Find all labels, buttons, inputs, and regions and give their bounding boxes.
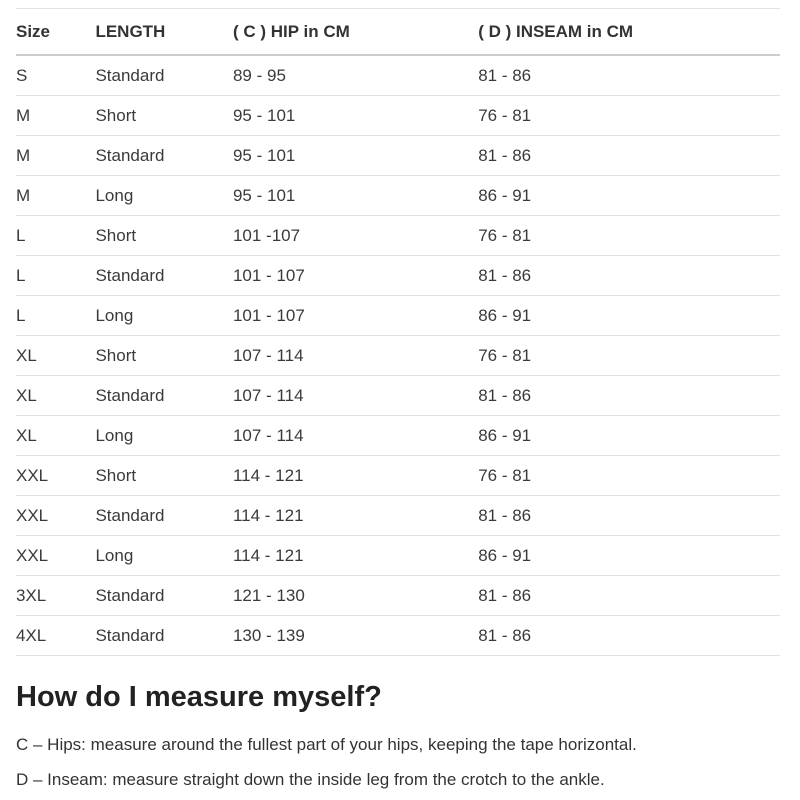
size-cell: L	[16, 256, 95, 296]
size-cell: XXL	[16, 456, 95, 496]
table-row	[16, 296, 780, 336]
inseam-cell: 86 - 91	[478, 296, 780, 336]
table-row	[16, 576, 780, 616]
inseam-cell: 86 - 91	[478, 416, 780, 456]
table-row	[16, 96, 780, 136]
size-cell: M	[16, 96, 95, 136]
hip-cell: 101 - 107	[233, 296, 478, 336]
inseam-cell: 76 - 81	[478, 96, 780, 136]
size-cell: M	[16, 176, 95, 216]
length-cell: Short	[95, 456, 233, 496]
size-cell: 4XL	[16, 616, 95, 656]
size-cell: M	[16, 136, 95, 176]
table-row	[16, 136, 780, 176]
length-cell: Short	[95, 96, 233, 136]
length-cell: Standard	[95, 496, 233, 536]
inseam-cell: 81 - 86	[478, 256, 780, 296]
hip-cell: 107 - 114	[233, 376, 478, 416]
table-row	[16, 176, 780, 216]
table-row	[16, 616, 780, 656]
length-cell: Standard	[95, 136, 233, 176]
length-cell: Standard	[95, 576, 233, 616]
inseam-cell: 81 - 86	[478, 616, 780, 656]
inseam-cell: 81 - 86	[478, 576, 780, 616]
length-cell: Short	[95, 336, 233, 376]
hip-cell: 101 - 107	[233, 256, 478, 296]
table-row	[16, 55, 780, 96]
hips-instruction-text: C – Hips: measure around the fullest part of your hips, keeping the tape horizontal.	[16, 735, 637, 754]
length-cell: Standard	[95, 376, 233, 416]
measure-section-heading: How do I measure myself?	[16, 681, 382, 713]
table-row	[16, 216, 780, 256]
column-header-inseam: ( D ) INSEAM in CM	[478, 9, 780, 56]
table-row	[16, 376, 780, 416]
column-header-length: LENGTH	[95, 9, 233, 56]
size-chart-body	[16, 55, 780, 656]
table-row	[16, 256, 780, 296]
hip-cell: 130 - 139	[233, 616, 478, 656]
inseam-cell: 81 - 86	[478, 496, 780, 536]
hip-cell: 95 - 101	[233, 96, 478, 136]
column-header-size: Size	[16, 9, 95, 56]
size-chart-table	[16, 8, 780, 656]
table-row	[16, 496, 780, 536]
table-row	[16, 336, 780, 376]
size-cell: XXL	[16, 536, 95, 576]
column-header-hip: ( C ) HIP in CM	[233, 9, 478, 56]
inseam-cell: 76 - 81	[478, 336, 780, 376]
size-cell: XL	[16, 336, 95, 376]
hip-cell: 107 - 114	[233, 336, 478, 376]
length-cell: Long	[95, 416, 233, 456]
table-row	[16, 416, 780, 456]
size-cell: XL	[16, 376, 95, 416]
length-cell: Short	[95, 216, 233, 256]
inseam-cell: 81 - 86	[478, 136, 780, 176]
inseam-cell: 81 - 86	[478, 376, 780, 416]
length-cell: Long	[95, 536, 233, 576]
hip-cell: 114 - 121	[233, 536, 478, 576]
inseam-cell: 76 - 81	[478, 456, 780, 496]
hip-cell: 114 - 121	[233, 456, 478, 496]
length-cell: Long	[95, 296, 233, 336]
hip-cell: 89 - 95	[233, 55, 478, 96]
length-cell: Standard	[95, 256, 233, 296]
table-row	[16, 536, 780, 576]
size-cell: XL	[16, 416, 95, 456]
length-cell: Standard	[95, 616, 233, 656]
inseam-cell: 81 - 86	[478, 55, 780, 96]
size-cell: XXL	[16, 496, 95, 536]
hip-cell: 101 -107	[233, 216, 478, 256]
inseam-instruction-text: D – Inseam: measure straight down the inside leg from the crotch to the ankle.	[16, 770, 605, 790]
size-chart-header-row	[16, 9, 780, 56]
length-cell: Standard	[95, 55, 233, 96]
size-cell: 3XL	[16, 576, 95, 616]
inseam-cell: 86 - 91	[478, 536, 780, 576]
hip-cell: 95 - 101	[233, 176, 478, 216]
size-cell: S	[16, 55, 95, 96]
inseam-cell: 76 - 81	[478, 216, 780, 256]
hip-cell: 114 - 121	[233, 496, 478, 536]
table-row	[16, 456, 780, 496]
hip-cell: 121 - 130	[233, 576, 478, 616]
hip-cell: 95 - 101	[233, 136, 478, 176]
hip-cell: 107 - 114	[233, 416, 478, 456]
length-cell: Long	[95, 176, 233, 216]
size-cell: L	[16, 216, 95, 256]
size-cell: L	[16, 296, 95, 336]
inseam-cell: 86 - 91	[478, 176, 780, 216]
